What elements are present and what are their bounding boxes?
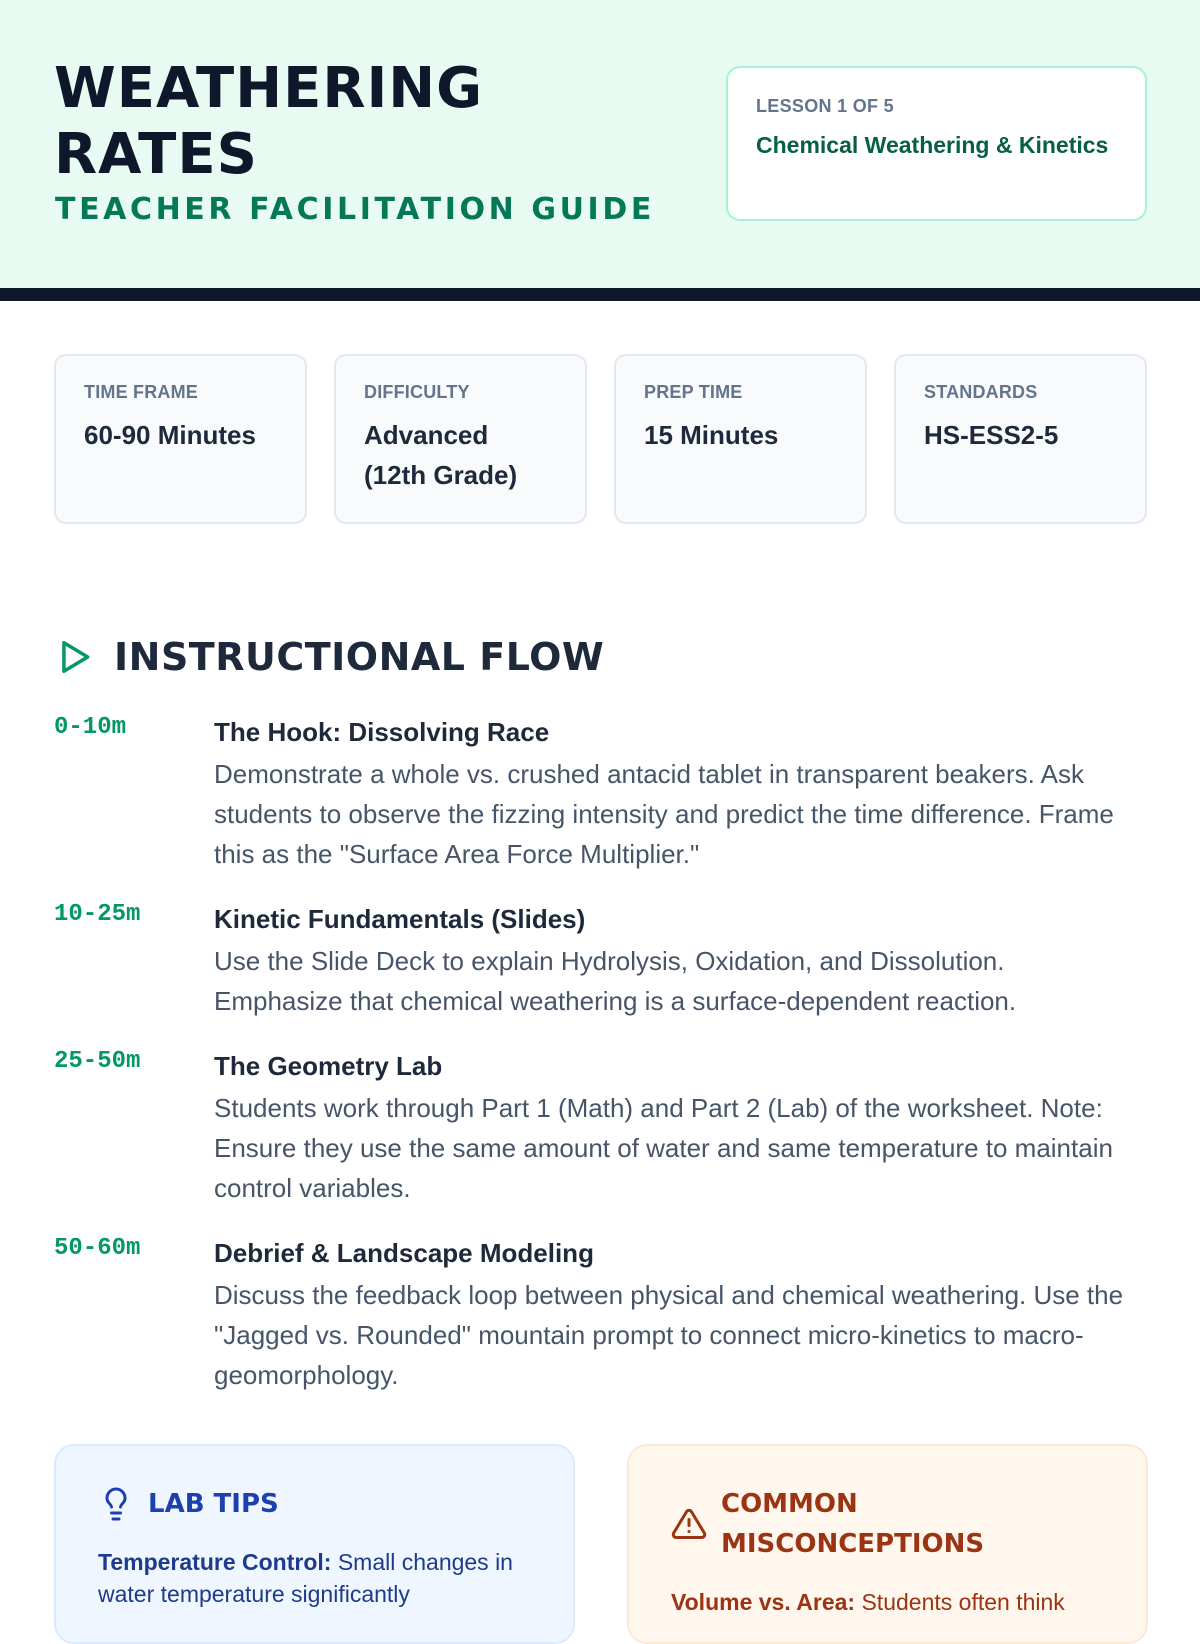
lab-tips-body: Small changes in water temperature significantly <box>98 1549 513 1607</box>
flow-time: 50-60m <box>54 1235 141 1262</box>
flow-description: Students work through Part 1 (Math) and Part 2 (Lab) of the worksheet. Note: Ensure they use the same amount of water and same temperature to maintain control variables. <box>214 1093 1113 1203</box>
meta-label: STANDARDS <box>924 382 1038 402</box>
warning-icon <box>671 1504 707 1544</box>
flow-description: Demonstrate a whole vs. crushed antacid tablet in transparent beakers. Ask students to observe the fizzing intensity and predict the time difference. Frame this as the "Surface Area Force Multiplier." <box>214 759 1114 869</box>
lesson-label: LESSON 1 OF 5 <box>756 96 894 116</box>
misconceptions-card <box>627 1444 1148 1644</box>
misconceptions-text <box>671 1586 1104 1618</box>
flow-time: 0-10m <box>54 714 127 741</box>
lesson-card <box>726 66 1147 221</box>
lab-tips-lead: Temperature Control: <box>98 1549 332 1575</box>
lab-tips-title: LAB TIPS <box>148 1489 279 1519</box>
section-heading-instructional-flow <box>56 632 604 682</box>
lab-tips-card <box>54 1444 575 1644</box>
flow-title: Debrief & Landscape Modeling <box>214 1238 594 1268</box>
meta-card-difficulty <box>334 354 587 524</box>
title-line-1: WEATHERING <box>54 56 484 121</box>
meta-label: TIME FRAME <box>84 382 198 402</box>
flow-description: Use the Slide Deck to explain Hydrolysis, Oxidation, and Dissolution. Emphasize that chemical weathering is a surface-dependent reaction. <box>214 946 1017 1016</box>
header <box>0 0 1200 288</box>
meta-label: PREP TIME <box>644 382 743 402</box>
meta-value: HS-ESS2-5 <box>924 420 1059 450</box>
page-subtitle: TEACHER FACILITATION GUIDE <box>55 192 655 227</box>
flow-time: 25-50m <box>54 1048 141 1075</box>
flow-title: The Hook: Dissolving Race <box>214 717 550 747</box>
meta-value: 60-90 Minutes <box>84 420 256 450</box>
play-icon <box>56 638 94 676</box>
misconceptions-title: COMMON MISCONCEPTIONS <box>721 1489 985 1559</box>
meta-card-time-frame <box>54 354 307 524</box>
flow-title: Kinetic Fundamentals (Slides) <box>214 904 586 934</box>
lesson-name: Chemical Weathering & Kinetics <box>756 132 1109 158</box>
meta-label: DIFFICULTY <box>364 382 470 402</box>
lab-tips-text <box>98 1546 531 1610</box>
header-divider <box>0 288 1200 301</box>
title-line-2: RATES <box>54 122 258 187</box>
meta-card-prep-time <box>614 354 867 524</box>
meta-card-standards <box>894 354 1147 524</box>
lightbulb-icon <box>98 1484 134 1524</box>
page-title <box>54 56 654 188</box>
meta-value: 15 Minutes <box>644 420 779 450</box>
flow-description: Discuss the feedback loop between physical and chemical weathering. Use the "Jagged vs. Rounded" mountain prompt to connect micro-kinetics to macro-geomorphology. <box>214 1280 1124 1390</box>
flow-time: 10-25m <box>54 901 141 928</box>
misconceptions-lead: Volume vs. Area: <box>671 1589 856 1615</box>
flow-title: The Geometry Lab <box>214 1051 443 1081</box>
meta-value: Advanced (12th Grade) <box>364 420 518 490</box>
section-title: INSTRUCTIONAL FLOW <box>114 635 605 679</box>
misconceptions-body: Students often think <box>861 1589 1065 1615</box>
